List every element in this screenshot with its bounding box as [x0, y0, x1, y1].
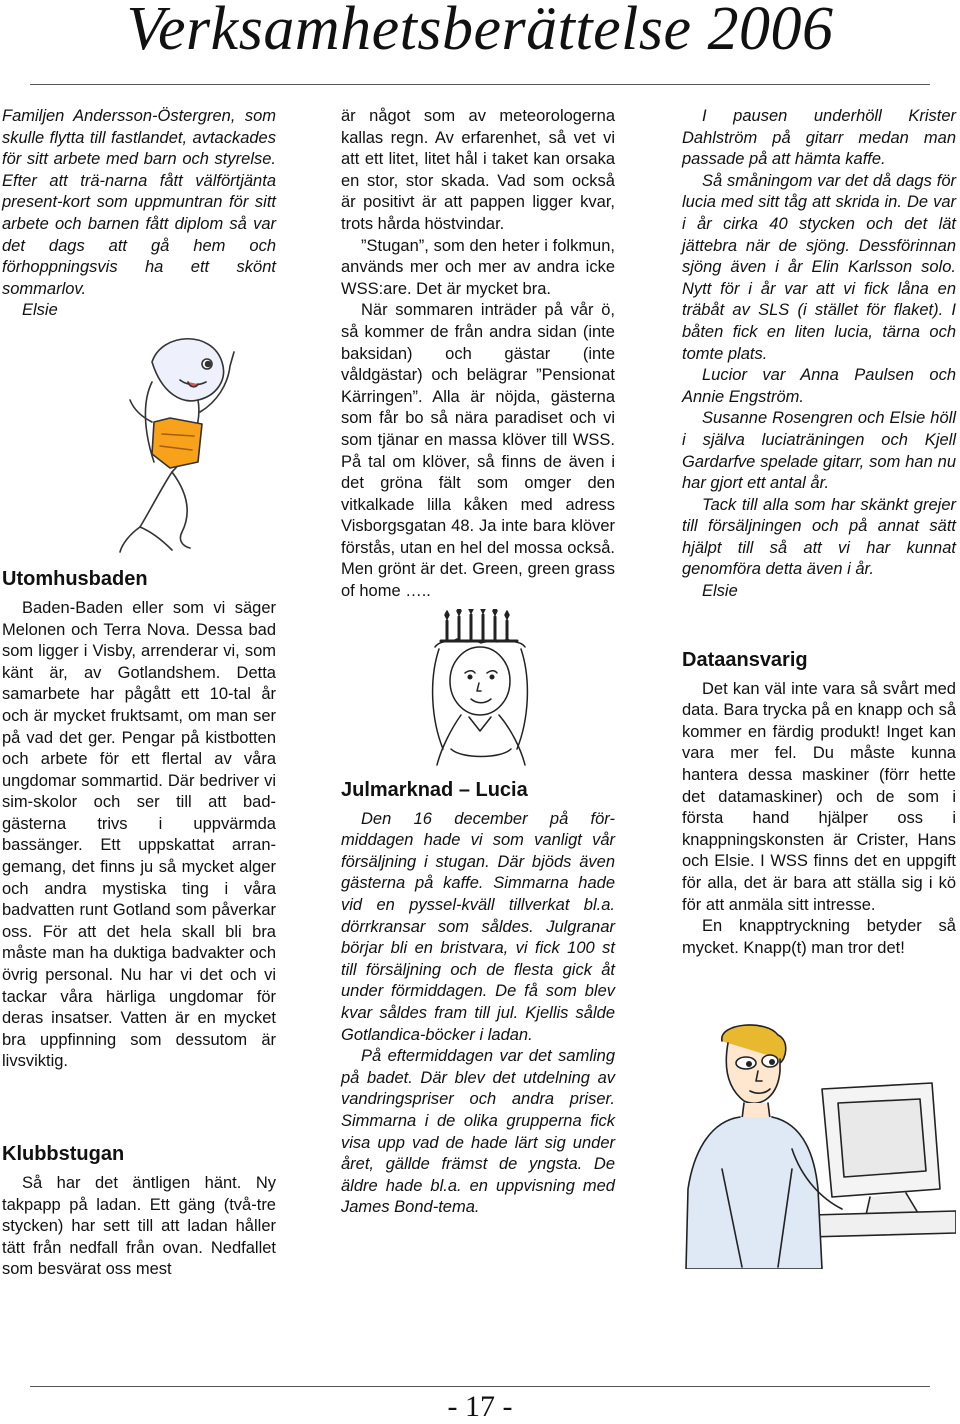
lucia-signature: Elsie	[702, 582, 738, 601]
dataansvarig-paragraph: Det kan väl inte vara så svårt med data. Bara trycka på en knapp och så kommer en färdig produkt! Inget kan vara mer fel. Du måste kunna hantera dessa maskiner (förr hette det datamaskiner) och de som i första hand hjälper oss i knappningskonsten är Crister, Hans och Elsie. I WSS finns det en uppgift för alla, det är bara att ställa sig i kö för att anmäla sitt intresse.	[682, 679, 956, 914]
tack-paragraph: Tack till alla som har skänkt grejer till försäljningen och på annat sätt hjälpt till så att vi har kunnat genomföra detta även i år.	[682, 495, 956, 579]
heading-dataansvarig: Dataansvarig	[682, 648, 808, 671]
column-left	[2, 106, 276, 1281]
intro-signature: Elsie	[22, 301, 58, 320]
column-middle	[341, 106, 615, 1219]
lucior-paragraph: Lucior var Anna Paulsen och Annie Engström.	[682, 366, 956, 406]
pausen-paragraph: I pausen underhöll Krister Dahlström på gitarr medan man passade på att hämta kaffe.	[682, 107, 956, 169]
heading-klubbstugan: Klubbstugan	[2, 1143, 125, 1165]
page-title: Verksamhetsberättelse 2006	[126, 0, 834, 63]
utomhusbaden-paragraph: Baden-Baden eller som vi säger Melonen och Terra Nova. Dessa bad som ligger i Visby, arrenderar vi, som känt är, av Gotlandshem. Detta samarbete har pågått ett 10-tal år och är mycket fruktsamt, om man ser på vad det ger. Pengar på kistbotten och arbete för ett flertal av våra ungdomar sommartid. Där bedriver vi sim-skolor och ser till att bad-gästerna trivs i uppvärmda bassänger. Ett uppskattat arran-gemang, det finns ju så mycket alger och andra mystiska ting i våra badvatten runt Gotland som påverkar oss. För att det hela skall bli bra måste man ha duktiga badvakter och övrig personal. Nu har vi det och vi tackar våra härliga ungdomar för deras insatser. Vatten är en mycket bra uppfinning som dessutom är livsviktig.	[2, 598, 276, 1071]
rain-paragraph: är något som av meteorologerna kallas regn. Av erfarenhet, så vet vi att ett litet, litet hål i taket kan orsaka en stor, stor skada. Vad som också är positivt är att pappen ligger kvar, trots hårda höstvindar.	[341, 107, 615, 233]
klubbstugan-paragraph: Så har det äntligen hänt. Ny takpapp på ladan. Ett gäng (två-tre stycken) har sett till att ladan håller tätt från nedfall från ovan. Nedfallet som besvärat oss mest	[2, 1174, 276, 1279]
eftermiddag-paragraph: På eftermiddagen var det samling på badet. Där blev det utdelning av vandringspriser och andra priser. Simmarna i de olika grupperna fick visa upp vad de hade lärt sig under året, gällde främst de yngsta. De äldre hade bl.a. en uppvisning med James Bond-tema.	[341, 1047, 615, 1217]
summer-paragraph: När sommaren inträder på vår ö, så kommer de från andra sidan (inte baksidan) och gästar (inte våldgästar) och belägrar ”Pensionat Kärringen”. Alla är nöjda, gästerna som får bo så nära paradiset och vi som tjänar en massa klöver till WSS. På tal om klöver, så finns de även i det gröna fält som omger den vitkalkade lilla kåken med adress Visborgsgatan 48. Ja inte bara klöver förstås, utan en hel del mossa också. Men grönt är det. Green, green grass of home …..	[341, 301, 615, 601]
lucia-illustration	[341, 609, 615, 769]
footer-rule	[30, 1386, 930, 1387]
intro-paragraph: Familjen Andersson-Östergren, som skulle flytta till fastlandet, avtackades för sitt arbete med barn och styrelse. Efter att trä-narna fått välförtjänta present-kort som uppmuntran för sitt arbete och barnen fått diplom så var det dags att gå hem och förhoppningsvis ha ett skönt sommarlov.	[2, 107, 276, 298]
julmarknad-paragraph: Den 16 december på för-middagen hade vi som vanligt vår försäljning i stugan. Där bjöds även gästerna på kaffe. Simmarna hade vid en pyssel-kväll tillverkat bl.a. dörrkransar som såldes. Julgranar börjar bli en bristvara, vi fick 100 st till försäljning och de flesta gick åt under förmiddagen. De få som blev kvar såldes fram till jul. Kjellis sålde Gotlandica-böcker i ladan.	[341, 809, 615, 1044]
stugan-paragraph: ”Stugan”, som den heter i folkmun, används mer och mer av andra icke WSS:are. Det är mycket bra.	[341, 236, 615, 298]
knapptryckning-paragraph: En knapptryckning betyder så mycket. Knapp(t) man tror det!	[682, 917, 956, 957]
heading-utomhusbaden: Utomhusbaden	[2, 567, 148, 590]
luciatraning-paragraph: Susanne Rosengren och Elsie höll i själva luciaträningen och Kjell Gardarfve spelade gitarr, som han nu har gjort ett antal år.	[682, 409, 956, 493]
computer-user-illustration	[682, 1019, 956, 1269]
page-number: - 17 -	[447, 1390, 513, 1423]
header-rule	[30, 84, 930, 85]
lucia-tag-paragraph: Så småningom var det då dags för lucia med sitt tåg att skrida in. De var i år cirka 40 stycken och det lät jättebra när de sjöng. Dessförinnan sjöng även i år Elin Karlsson solo. Nytt för i år var att vi fick låna en träbåt av SLS (i stället för flaket). I båten fick en liten lucia, tärna och tomte plats.	[682, 171, 956, 363]
column-right	[682, 106, 956, 1269]
seal-mascot-illustration	[2, 322, 276, 554]
heading-julmarknad-lucia: Julmarknad – Lucia	[341, 778, 528, 801]
